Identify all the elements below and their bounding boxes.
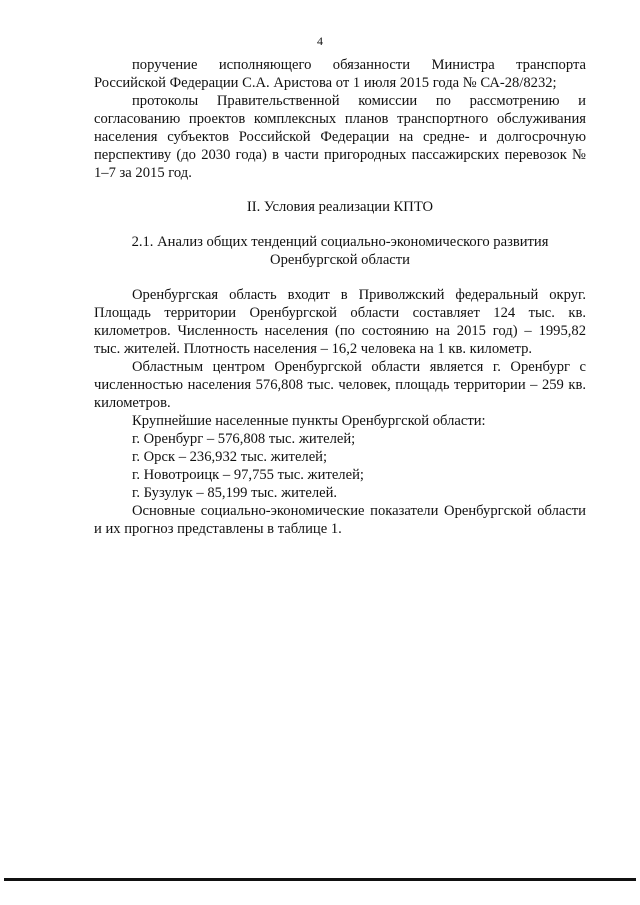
paragraph-table-reference: Основные социально-экономические показатели Оренбургской области и их прогноз представлены в таблице 1. [94, 503, 586, 537]
paragraph-region-overview: Оренбургская область входит в Приволжский федеральный округ. Площадь территории Оренбургской области составляет 124 тыс. кв. километров. Численность населения (по состоянию на 2015 год) – 1995,82 тыс. жителей. Плотность населения – 16,2 человека на 1 кв. километр. [94, 287, 586, 357]
cities-intro: Крупнейшие населенные пункты Оренбургской области: [132, 413, 486, 429]
paragraph-regional-center: Областным центром Оренбургской области является г. Оренбург с численностью населения 576,808 тыс. человек, площадь территории – 259 кв. километров. [94, 359, 586, 411]
city-list-item: г. Оренбург – 576,808 тыс. жителей; [132, 431, 356, 447]
page-number: 4 [317, 34, 323, 48]
paragraph-instruction: поручение исполняющего обязанности Министра транспорта Российской Федерации С.А. Аристова от 1 июля 2015 года № СА-28/8232; [94, 57, 586, 91]
paragraph-protocols: протоколы Правительственной комиссии по рассмотрению и согласованию проектов комплексных планов транспортного обслуживания населения субъектов Российской Федерации на средне- и долгосрочную перспективу (до 2030 года) в части пригородных пассажирских перевозок № 1–7 за 2015 год. [94, 93, 586, 181]
section-title: II. Условия реализации КПТО [246, 199, 434, 215]
city-list-item: г. Новотроицк – 97,755 тыс. жителей; [132, 467, 364, 483]
city-list-item: г. Орск – 236,932 тыс. жителей; [132, 449, 328, 465]
bottom-scan-edge [4, 878, 636, 881]
document-body [94, 56, 586, 538]
city-list-item: г. Бузулук – 85,199 тыс. жителей. [132, 485, 338, 501]
subsection-title: 2.1. Анализ общих тенденций социально-экономического развития Оренбургской области [131, 234, 549, 268]
